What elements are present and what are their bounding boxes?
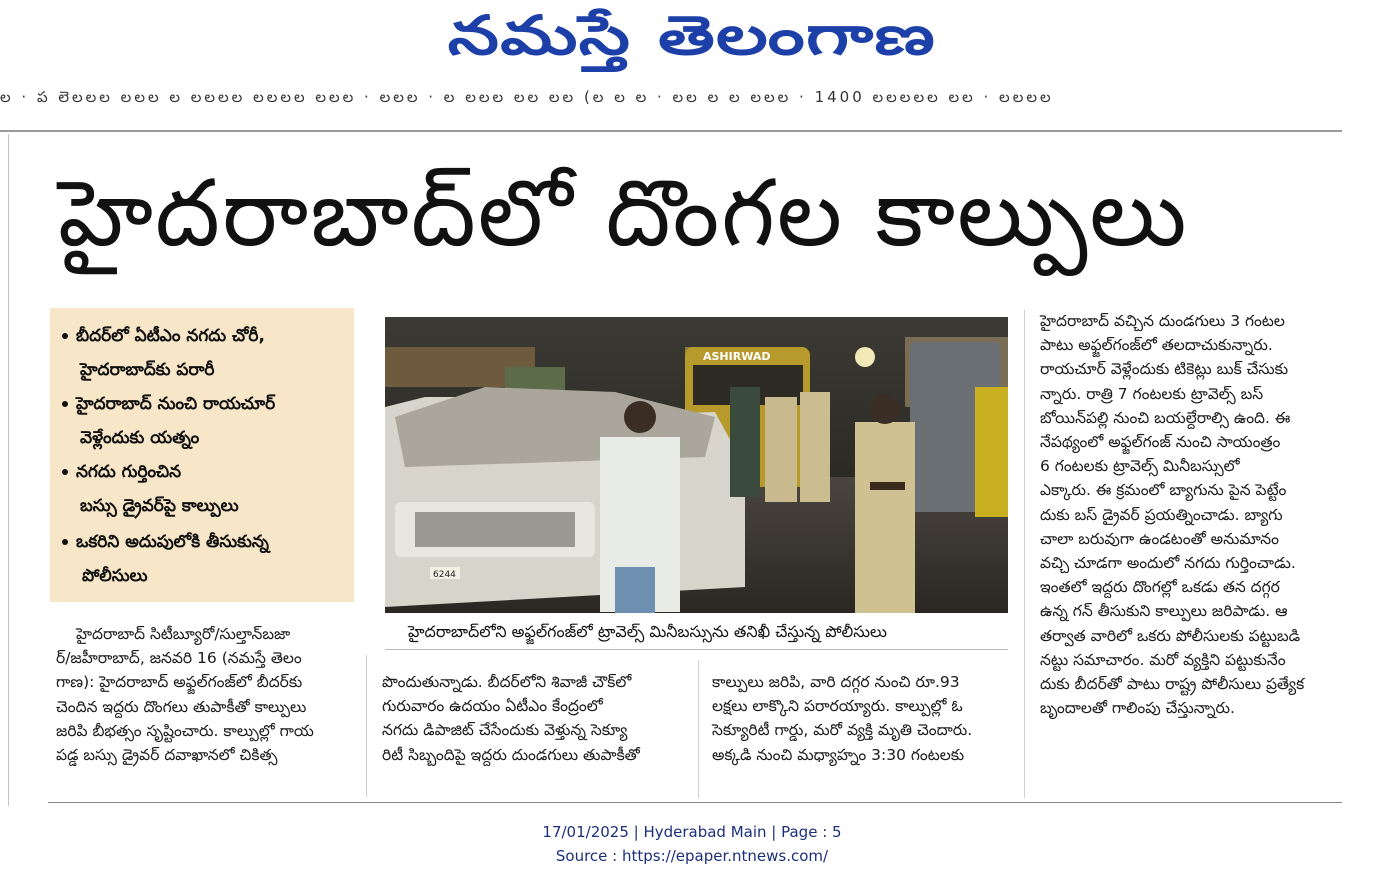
article-column-right: హైదరాబాద్ వచ్చిన దుండగులు 3 గంటల పాటు అఫ్జల్‌గంజ్‌లో తలదాచుకున్నారు. రాయచూర్ వెళ్లేందుకు టికెట్లు బుక్ చేసుకు న్నారు. రాత్రి 7 గంటలకు ట్రావెల్స్ బస్ బోయిన్‌పల్లి నుంచి బయల్దేరాల్సి ఉంది. ఈ నేపథ్యంలో అఫ్జల్‌గంజ్ నుంచి సాయంత్రం 6 గంటలకు ట్రావెల్స్ మినీబస్సులో ఎక్కారు. ఈ క్రమంలో బ్యాగును పైన పెట్టేం దుకు బస్ డ్రైవర్ ప్రయత్నించాడు. బ్యాగు చాలా బరువుగా ఉండటంతో అనుమానం వచ్చి చూడగా అందులో నగదు గుర్తించాడు. ఇంతలో ఇద్దరు దొంగల్లో ఒకడు తన దగ్గర ఉన్న గన్ తీసుకుని కాల్పులు జరిపాడు. ఆ తర్వాత వారిలో ఒకరు పోలీసులకు పట్టుబడి నట్టు సమాచారం. మరో వ్యక్తిని పట్టుకునేం దుకు బీదర్‌తో పాటు రాష్ట్ర పోలీసులు ప్రత్యేక బృందాలతో గాలింపు చేస్తున్నారు. [1040, 312, 1305, 718]
bullet-icon [62, 401, 68, 407]
ticker-strip: ల · ప లెలలల లలల ల లలలల లలలల లలల · లలల · ల లలల లల లల (ల ల ల · లల ల ల లలల · 1400 లలలలల లల · లలలల [0, 88, 1054, 106]
bullet-icon [62, 469, 68, 475]
highlight-item: నగదు గుర్తించిన [62, 462, 181, 486]
photo-caption: హైదరాబాద్‌లోని అఫ్జల్‌గంజ్‌లో ట్రావెల్స్ మినీబస్సును తనిఖీ చేస్తున్న పోలీసులు [408, 622, 887, 641]
number-plate: 6244 [433, 570, 456, 580]
column-divider [1024, 310, 1025, 798]
highlight-item-cont: హైదరాబాద్‌కు పరారీ [80, 360, 215, 380]
column-divider [366, 655, 367, 797]
highlight-item-cont: పోలీసులు [82, 566, 148, 586]
masthead [0, 0, 1384, 80]
article-column-left: హైదరాబాద్ సిటీబ్యూరో/సుల్తాన్‌బజా ర్/జహీరాబాద్, జనవరి 16 (నమస్తే తెలం గాణ): హైదరాబాద్ అఫ్జల్‌గంజ్‌లో బీదర్‌కు చెందిన ఇద్దరు దొంగలు తుపాకీతో కాల్పులు జరిపి బీభత్సం సృష్టించారు. కాల్పుల్లో గాయ పడ్డ బస్సు డ్రైవర్ దవాఖానలో చికిత్స [56, 625, 314, 765]
highlight-item: ఒకరిని అదుపులోకి తీసుకున్న [62, 532, 269, 556]
footer-edition-info: 17/01/2025 | Hyderabad Main | Page : 5 [542, 823, 842, 841]
highlights-box [50, 308, 354, 602]
photo-illustration [385, 317, 1008, 613]
highlight-item-cont: వెళ్లేందుకు యత్నం [80, 428, 200, 448]
highlight-item: హైదరాబాద్ నుంచి రాయచూర్ [62, 394, 275, 418]
top-divider [0, 130, 1342, 132]
news-photo [385, 317, 1008, 613]
highlight-item-cont: బస్సు డ్రైవర్‌పై కాల్పులు [80, 496, 239, 516]
bullet-icon [62, 539, 68, 545]
bus-sign-text: ASHIRWAD [703, 350, 771, 363]
bottom-divider [48, 802, 1342, 803]
highlight-item: బీదర్‌లో ఏటీఎం నగదు చోరీ, [62, 326, 265, 350]
caption-divider [385, 649, 1008, 650]
article-column-middle: పొందుతున్నాడు. బీదర్‌లోని శివాజీ చౌక్‌లో గురువారం ఉదయం ఏటీఎం కేంద్రంలో నగదు డిపాజిట్ చేసేందుకు వెళ్తున్న సెక్యూ రిటీ సిబ్బందిపై ఇద్దరు దుండగులు తుపాకీతో [382, 673, 640, 764]
article-column-right-middle: కాల్పులు జరిపి, వారి దగ్గర నుంచి రూ.93 లక్షలు లాక్కొని పరారయ్యారు. కాల్పుల్లో ఓ సెక్యూరిటీ గార్డు, మరో వ్యక్తి మృతి చెందారు. అక్కడి నుంచి మధ్యాహ్నం 3:30 గంటలకు [712, 673, 973, 764]
column-divider [698, 660, 699, 798]
left-margin-line [8, 134, 9, 806]
footer-source-link[interactable]: Source : https://epaper.ntnews.com/ [555, 847, 829, 865]
bullet-icon [62, 333, 68, 339]
headline: హైదరాబాద్‌లో దొంగల కాల్పులు [58, 160, 1189, 267]
masthead-title: నమస్తే తెలంగాణ [447, 4, 937, 67]
